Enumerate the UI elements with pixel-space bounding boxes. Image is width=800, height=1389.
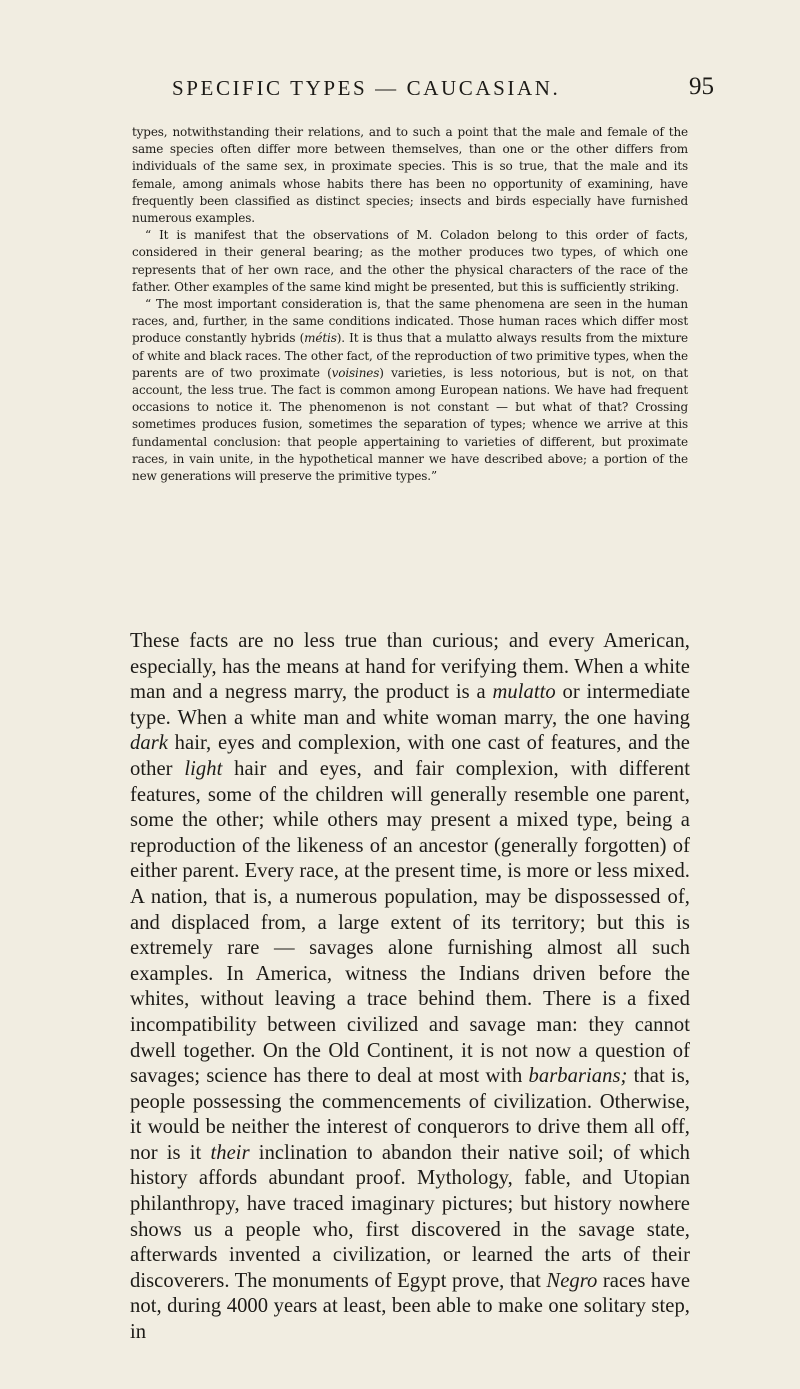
page-number: 95: [689, 73, 714, 100]
body-text-run: hair, eyes and complexion, with one cast of features, and the other: [130, 732, 690, 780]
quote-paragraph-3: [132, 296, 688, 485]
quote-text: ). It is thus that a mulatto always results from the mixture of white and black races. The other fact, of the reproduction of two primitive types, when the parents are of two proximate (: [132, 331, 688, 380]
quote-paragraph-2: “ It is manifest that the observations of M. Coladon belong to this order of facts, considered in their general bearing; as the mother produces two types, of which one represents that of her own race, and the other the physical characters of the race of the father. Other examples of the same kind might be presented, but this is sufficiently striking.: [132, 228, 688, 294]
quote-text: “ The most important consideration is, that the same phenomena are seen in the human races, and, further, in the same conditions indicated. Those human races which differ most produce constantly hybrids (: [132, 297, 688, 346]
italic-term-mulatto: mulatto: [492, 681, 556, 704]
italic-term-their: their: [210, 1141, 250, 1164]
body-text-run: These facts are no less true than curious; and every American, especially, has the means at hand for verifying them. When a white man and a negress marry, the product is a: [130, 630, 690, 704]
italic-term-metis: métis: [304, 331, 337, 346]
body-text-run: inclination to abandon their native soil; of which history affords abundant proof. Mythology, fable, and Utopian philanthropy, have traced imaginary pictures; but history nowhere shows us a people who, first discovered in the savage state, afterwards invented a civilization, or learned the arts of their discoverers. The monuments of Egypt prove, that: [130, 1141, 690, 1292]
italic-term-barbarians: barbarians;: [528, 1065, 628, 1088]
quote-paragraph-1: types, notwithstanding their relations, and to such a point that the male and female of the same species often differ more between themselves, than one or the other differs from individuals of the same sex, in proximate species. This is so true, that the male and its female, among animals whose habits there has been no opportunity of examining, have frequently been classified as distinct species; insects and birds especially have furnished numerous examples.: [132, 125, 688, 226]
body-text: [130, 629, 690, 1346]
body-paragraph: [130, 629, 690, 1346]
page-header: [0, 73, 800, 112]
body-text-run: that is, people possessing the commencements of civilization. Otherwise, it would be neither the interest of conquerors to drive them all off, nor is it: [130, 1065, 690, 1164]
body-text-run: or intermediate type. When a white man and white woman marry, the one having: [130, 681, 691, 729]
italic-term-negro: Negro: [546, 1269, 598, 1292]
quotation-block: [132, 124, 688, 485]
body-text-run: hair and eyes, and fair complexion, with different features, some of the children will generally resemble one parent, some the other; while others may present a mixed type, being a reproduction of the likeness of an ancestor (generally forgotten) of either parent. Every race, at the present time, is more or less mixed. A nation, that is, a numerous population, may be dispossessed of, and displaced from, a large extent of its territory; but this is extremely rare — savages alone furnishing almost all such examples. In America, witness the Indians driven before the whites, without leaving a trace behind them. There is a fixed incompatibility between civilized and savage man: they cannot dwell together. On the Old Continent, it is not now a question of savages; science has there to deal at most with: [130, 757, 690, 1088]
running-head: SPECIFIC TYPES — CAUCASIAN.: [172, 76, 561, 100]
italic-term-dark: dark: [130, 732, 168, 755]
italic-term-voisines: voisines: [331, 365, 380, 380]
quote-text: ) varieties, is less notorious, but is not, on that account, the less true. The fact is common among European nations. We have had frequent occasions to notice it. The phenomenon is not constant — but what of that? Crossing sometimes produces fusion, sometimes the separation of types; whence we arrive at this fundamental conclusion: that people appertaining to varieties of different, but proximate races, in vain unite, in the hypothetical manner we have described above; a portion of the new generations will preserve the primitive types.”: [132, 365, 688, 484]
italic-term-light: light: [184, 757, 223, 780]
body-text-run: races have not, during 4000 years at least, been able to make one solitary step, in: [130, 1269, 691, 1344]
